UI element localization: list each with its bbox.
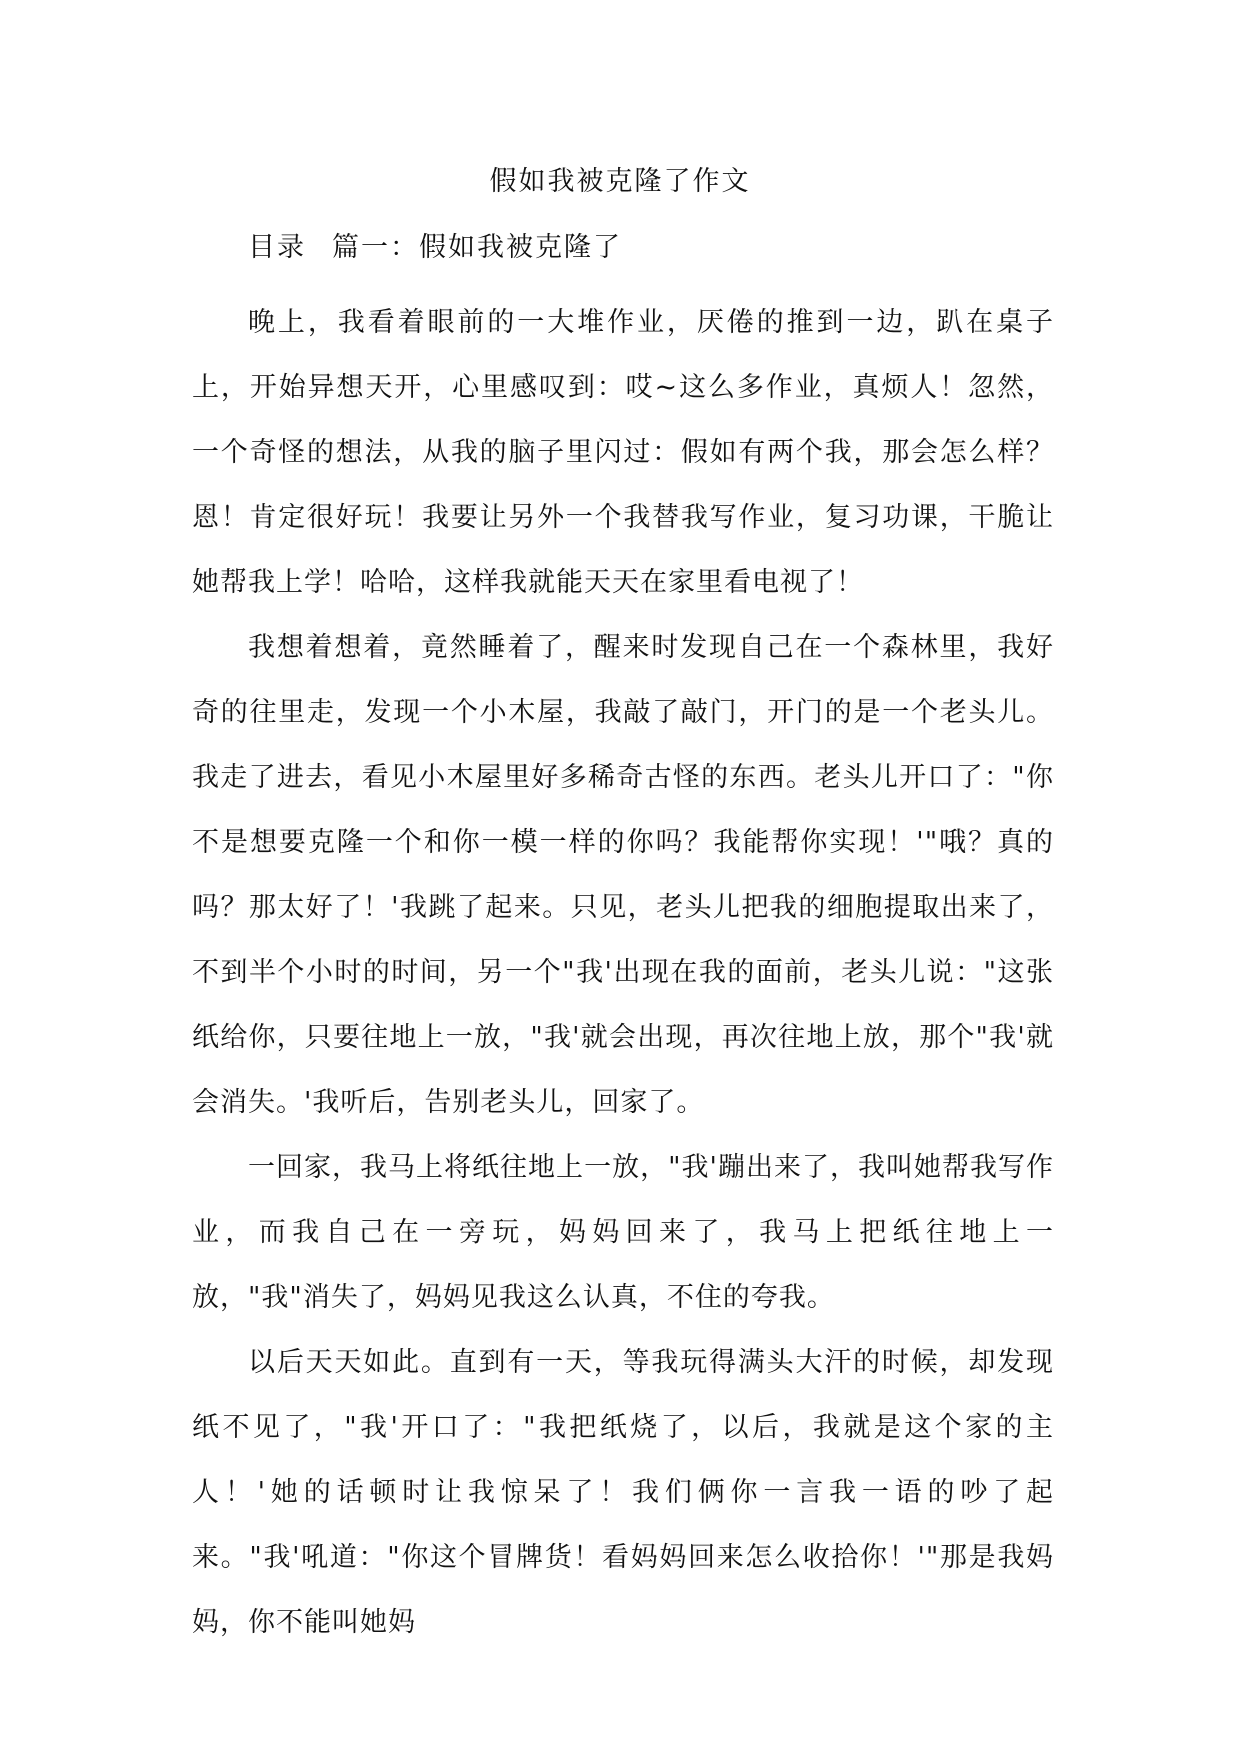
toc-chapter-link: 篇一：假如我被克隆了 [332, 232, 622, 263]
document-title: 假如我被克隆了作文 [489, 166, 751, 197]
paragraph: 我想着想着，竟然睡着了，醒来时发现自己在一个森林里，我好奇的往里走，发现一个小木屋，我敲了敲门，开门的是一个老头儿。我走了进去，看见小木屋里好多稀奇古怪的东西。老头儿开口了："你不是想要克隆一个和你一模一样的你吗？我能帮你实现！'"哦？真的吗？那太好了！'我跳了起来。只见，老头儿把我的细胞提取出来了，不到半个小时的时间，另一个"我'出现在我的面前，老头儿说："这张纸给你，只要往地上一放，"我'就会出现，再次往地上放，那个"我'就会消失。'我听后，告别老头儿，回家了。 [192, 632, 1054, 1118]
paragraph: 以后天天如此。直到有一天，等我玩得满头大汗的时候，却发现纸不见了，"我'开口了："我把纸烧了，以后，我就是这个家的主人！'她的话顿时让我惊呆了！我们俩你一言我一语的吵了起来。"我'吼道："你这个冒牌货！看妈妈回来怎么收拾你！'"那是我妈妈，你不能叫她妈 [192, 1347, 1054, 1638]
toc-label: 目录 [248, 232, 306, 263]
table-of-contents [248, 228, 622, 268]
paragraph: 晚上，我看着眼前的一大堆作业，厌倦的推到一边，趴在桌子上，开始异想天开，心里感叹到：哎~这么多作业，真烦人！忽然，一个奇怪的想法，从我的脑子里闪过：假如有两个我，那会怎么样？恩！肯定很好玩！我要让另外一个我替我写作业，复习功课，干脆让她帮我上学！哈哈，这样我就能天天在家里看电视了！ [192, 307, 1054, 598]
paragraph: 一回家，我马上将纸往地上一放，"我'蹦出来了，我叫她帮我写作业，而我自己在一旁玩，妈妈回来了，我马上把纸往地上一放，"我"消失了，妈妈见我这么认真，不住的夸我。 [192, 1152, 1054, 1313]
essay-body [192, 290, 1054, 1655]
